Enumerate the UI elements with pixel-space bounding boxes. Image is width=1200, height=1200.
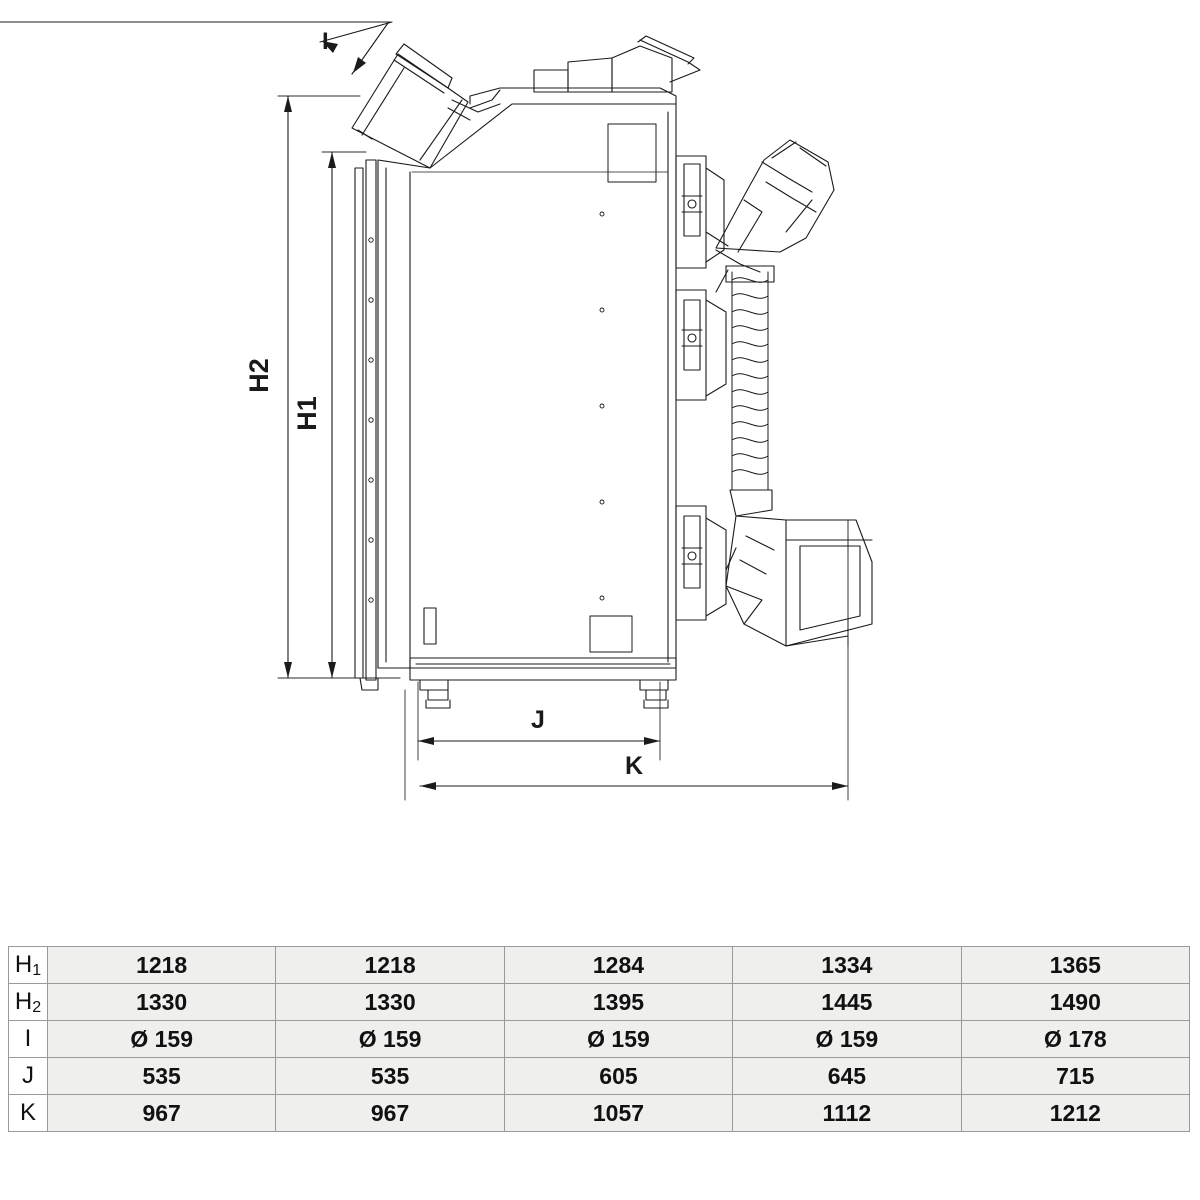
cell-k-v1: 967 <box>47 1095 275 1132</box>
dimension-spec-table <box>8 946 1190 1132</box>
dimension-label-k: K <box>625 752 644 780</box>
table-row <box>9 947 1190 984</box>
cell-h2-v3: 1395 <box>504 984 732 1021</box>
dimension-label-i: I <box>322 28 329 55</box>
cell-i-v4: Ø 159 <box>733 1021 961 1058</box>
cell-h2-v5: 1490 <box>961 984 1189 1021</box>
table-row <box>9 1095 1190 1132</box>
row-label-h1 <box>9 947 48 984</box>
dimension-label-h2: H2 <box>243 358 274 393</box>
row-label-h2 <box>9 984 48 1021</box>
cell-j-v2: 535 <box>276 1058 504 1095</box>
row-label-k-text: K <box>19 1099 36 1126</box>
cell-k-v2: 967 <box>276 1095 504 1132</box>
row-label-h1-text: H <box>14 951 33 978</box>
table-row <box>9 1021 1190 1058</box>
row-label-k <box>9 1095 48 1132</box>
cell-h1-v4: 1334 <box>733 947 961 984</box>
row-label-h1-sub: 1 <box>32 962 42 979</box>
row-label-j-text: J <box>21 1062 34 1089</box>
cell-j-v1: 535 <box>47 1058 275 1095</box>
cell-h2-v1: 1330 <box>47 984 275 1021</box>
cell-j-v5: 715 <box>961 1058 1189 1095</box>
cell-i-v1: Ø 159 <box>47 1021 275 1058</box>
cell-j-v3: 605 <box>504 1058 732 1095</box>
dimension-label-h1: H1 <box>291 396 322 431</box>
row-label-h2-sub: 2 <box>32 999 42 1016</box>
table-row <box>9 984 1190 1021</box>
row-label-j <box>9 1058 48 1095</box>
cell-k-v3: 1057 <box>504 1095 732 1132</box>
cell-h1-v5: 1365 <box>961 947 1189 984</box>
cell-k-v5: 1212 <box>961 1095 1189 1132</box>
dimension-label-j: J <box>531 706 545 734</box>
cell-i-v3: Ø 159 <box>504 1021 732 1058</box>
cell-i-v2: Ø 159 <box>276 1021 504 1058</box>
cell-k-v4: 1112 <box>733 1095 961 1132</box>
row-label-i <box>9 1021 48 1058</box>
cell-h2-v4: 1445 <box>733 984 961 1021</box>
row-label-i-text: I <box>24 1025 32 1052</box>
cell-h1-v3: 1284 <box>504 947 732 984</box>
table-row <box>9 1058 1190 1095</box>
cell-h2-v2: 1330 <box>276 984 504 1021</box>
cell-h1-v2: 1218 <box>276 947 504 984</box>
cell-i-v5: Ø 178 <box>961 1021 1189 1058</box>
row-label-h2-text: H <box>14 988 33 1015</box>
cell-j-v4: 645 <box>733 1058 961 1095</box>
cell-h1-v1: 1218 <box>47 947 275 984</box>
